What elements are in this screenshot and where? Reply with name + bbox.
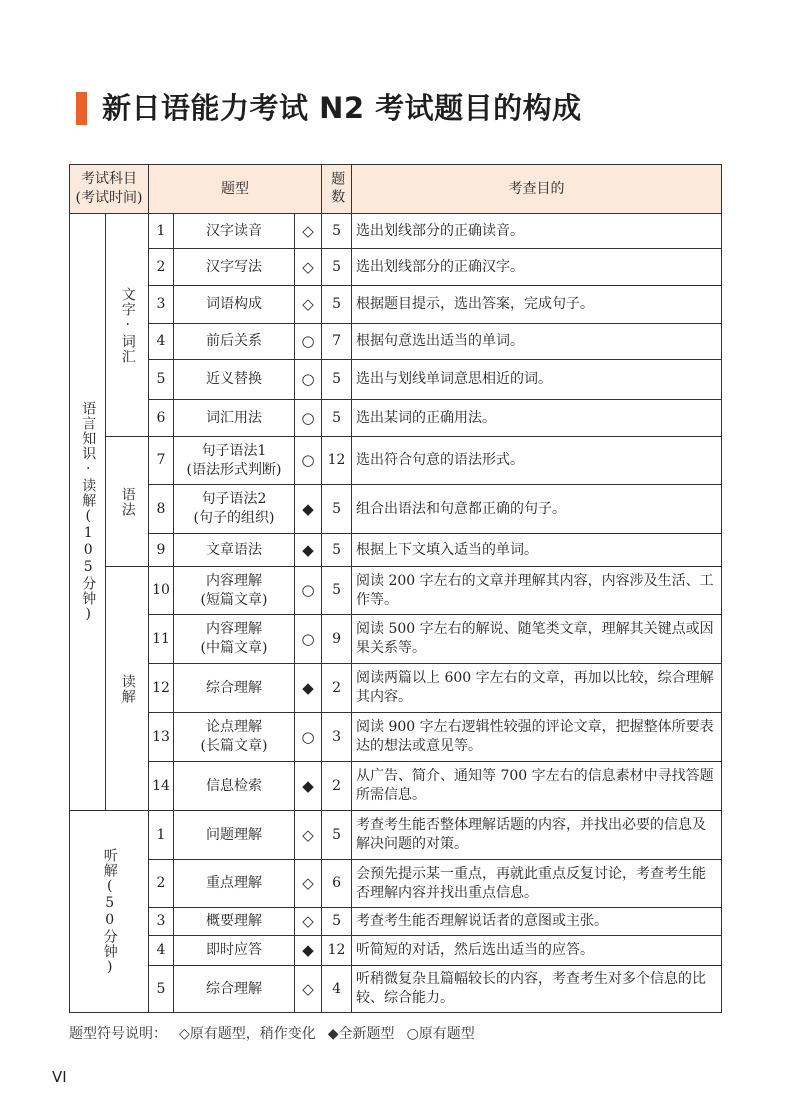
table-row [70, 286, 722, 324]
table-row [70, 966, 722, 1013]
question-type: 综合理解 [174, 664, 295, 713]
question-count: 2 [322, 762, 352, 811]
question-count: 4 [322, 966, 352, 1013]
section-language-knowledge: 语言知识·读解(105分钟) [70, 214, 106, 811]
question-type: 概要理解 [174, 908, 295, 936]
legend-new-type: ◆全新题型 [327, 1026, 395, 1042]
question-purpose: 选出与划线单词意思相近的词。 [352, 360, 722, 400]
type-symbol: ◆ [295, 936, 322, 966]
type-symbol: ○ [295, 324, 322, 360]
table-row [70, 400, 722, 437]
question-count: 5 [322, 249, 352, 286]
question-type: 信息检索 [174, 762, 295, 811]
type-symbol: ◆ [295, 534, 322, 567]
row-number: 9 [149, 534, 174, 567]
symbol-legend [69, 1023, 487, 1043]
question-type: 汉字读音 [174, 214, 295, 249]
section-reading: 读解 [106, 567, 149, 811]
question-purpose: 考查考生能否整体理解话题的内容，并找出必要的信息及解决问题的对策。 [352, 811, 722, 860]
question-purpose: 阅读 500 字左右的解说、随笔类文章，理解其关键点或因果关系等。 [352, 615, 722, 664]
question-count: 5 [322, 534, 352, 567]
table-row [70, 437, 722, 485]
question-purpose: 根据句意选出适当的单词。 [352, 324, 722, 360]
row-number: 13 [149, 713, 174, 762]
row-number: 3 [149, 286, 174, 324]
legend-prefix: 题型符号说明： [69, 1026, 167, 1042]
question-purpose: 选出划线部分的正确读音。 [352, 214, 722, 249]
question-purpose: 从广告、简介、通知等 700 字左右的信息素材中寻找答题所需信息。 [352, 762, 722, 811]
header-count: 题数 [322, 165, 352, 214]
question-purpose: 阅读 200 字左右的文章并理解其内容，内容涉及生活、工作等。 [352, 567, 722, 615]
question-purpose: 选出符合句意的语法形式。 [352, 437, 722, 485]
question-type: 近义替换 [174, 360, 295, 400]
type-symbol: ◆ [295, 762, 322, 811]
table-row [70, 324, 722, 360]
row-number: 6 [149, 400, 174, 437]
table-row [70, 534, 722, 567]
type-symbol: ◇ [295, 860, 322, 908]
question-type: 重点理解 [174, 860, 295, 908]
row-number: 8 [149, 485, 174, 534]
question-count: 9 [322, 615, 352, 664]
row-number: 5 [149, 966, 174, 1013]
question-count: 5 [322, 485, 352, 534]
question-type: 内容理解 (中篇文章) [174, 615, 295, 664]
question-purpose: 听简短的对话，然后选出适当的应答。 [352, 936, 722, 966]
section-grammar: 语法 [106, 437, 149, 567]
question-count: 12 [322, 437, 352, 485]
question-type: 句子语法2 (句子的组织) [174, 485, 295, 534]
question-type: 汉字写法 [174, 249, 295, 286]
row-number: 4 [149, 936, 174, 966]
header-subject-time: (考试时间) [75, 190, 143, 206]
type-symbol: ○ [295, 437, 322, 485]
question-type: 句子语法1 (语法形式判断) [174, 437, 295, 485]
question-purpose: 考查考生能否理解说话者的意图或主张。 [352, 908, 722, 936]
row-number: 12 [149, 664, 174, 713]
type-symbol: ○ [295, 567, 322, 615]
question-type: 前后关系 [174, 324, 295, 360]
question-purpose: 阅读两篇以上 600 字左右的文章，再加以比较，综合理解其内容。 [352, 664, 722, 713]
header-subject-label: 考试科目 [81, 171, 137, 187]
question-type: 综合理解 [174, 966, 295, 1013]
question-purpose: 根据题目提示，选出答案，完成句子。 [352, 286, 722, 324]
question-count: 5 [322, 214, 352, 249]
type-symbol: ◇ [295, 811, 322, 860]
row-number: 14 [149, 762, 174, 811]
row-number: 7 [149, 437, 174, 485]
table-row [70, 567, 722, 615]
question-count: 2 [322, 664, 352, 713]
title-accent-bar [76, 92, 87, 125]
row-number: 5 [149, 360, 174, 400]
question-count: 5 [322, 360, 352, 400]
question-count: 12 [322, 936, 352, 966]
question-count: 3 [322, 713, 352, 762]
table-row [70, 214, 722, 249]
table-header-row [70, 165, 722, 214]
header-subject [70, 165, 149, 214]
table-row [70, 615, 722, 664]
question-count: 7 [322, 324, 352, 360]
page-title: 新日语能力考试 N2 考试题目的构成 [102, 91, 582, 125]
type-symbol: ○ [295, 713, 322, 762]
question-type: 词汇用法 [174, 400, 295, 437]
table-row [70, 936, 722, 966]
question-purpose: 选出划线部分的正确汉字。 [352, 249, 722, 286]
question-purpose: 听稍微复杂且篇幅较长的内容，考查考生对多个信息的比较、综合能力。 [352, 966, 722, 1013]
type-symbol: ◇ [295, 908, 322, 936]
legend-modified-type: ◇原有题型，稍作变化 [179, 1026, 316, 1042]
row-number: 1 [149, 214, 174, 249]
table-row [70, 485, 722, 534]
question-count: 5 [322, 286, 352, 324]
question-type: 论点理解 (长篇文章) [174, 713, 295, 762]
question-type: 问题理解 [174, 811, 295, 860]
header-purpose: 考查目的 [352, 165, 722, 214]
header-type: 题型 [149, 165, 322, 214]
question-purpose: 根据上下文填入适当的单词。 [352, 534, 722, 567]
row-number: 1 [149, 811, 174, 860]
question-count: 5 [322, 567, 352, 615]
type-symbol: ◇ [295, 249, 322, 286]
question-purpose: 会预先提示某一重点，再就此重点反复讨论，考查考生能否理解内容并找出重点信息。 [352, 860, 722, 908]
exam-structure-table [69, 164, 722, 1013]
table-row [70, 860, 722, 908]
row-number: 2 [149, 860, 174, 908]
section-vocab: 文字·词汇 [106, 214, 149, 437]
page-number: VI [52, 1068, 67, 1086]
question-purpose: 组合出语法和句意都正确的句子。 [352, 485, 722, 534]
section-listening: 听解(50分钟) [70, 811, 149, 1013]
table-row [70, 908, 722, 936]
question-count: 5 [322, 400, 352, 437]
type-symbol: ◇ [295, 286, 322, 324]
row-number: 4 [149, 324, 174, 360]
legend-original-type: ○原有题型 [406, 1026, 475, 1042]
table-row [70, 811, 722, 860]
row-number: 10 [149, 567, 174, 615]
row-number: 2 [149, 249, 174, 286]
question-purpose: 选出某词的正确用法。 [352, 400, 722, 437]
question-count: 5 [322, 908, 352, 936]
question-type: 词语构成 [174, 286, 295, 324]
type-symbol: ◆ [295, 664, 322, 713]
question-type: 文章语法 [174, 534, 295, 567]
row-number: 3 [149, 908, 174, 936]
question-count: 6 [322, 860, 352, 908]
type-symbol: ◇ [295, 966, 322, 1013]
question-purpose: 阅读 900 字左右逻辑性较强的评论文章，把握整体所要表达的想法或意见等。 [352, 713, 722, 762]
table-row [70, 664, 722, 713]
table-row [70, 713, 722, 762]
type-symbol: ○ [295, 360, 322, 400]
question-type: 内容理解 (短篇文章) [174, 567, 295, 615]
question-count: 5 [322, 811, 352, 860]
question-type: 即时应答 [174, 936, 295, 966]
table-row [70, 249, 722, 286]
table-row [70, 762, 722, 811]
table-row [70, 360, 722, 400]
type-symbol: ○ [295, 400, 322, 437]
type-symbol: ◇ [295, 214, 322, 249]
row-number: 11 [149, 615, 174, 664]
type-symbol: ○ [295, 615, 322, 664]
type-symbol: ◆ [295, 485, 322, 534]
